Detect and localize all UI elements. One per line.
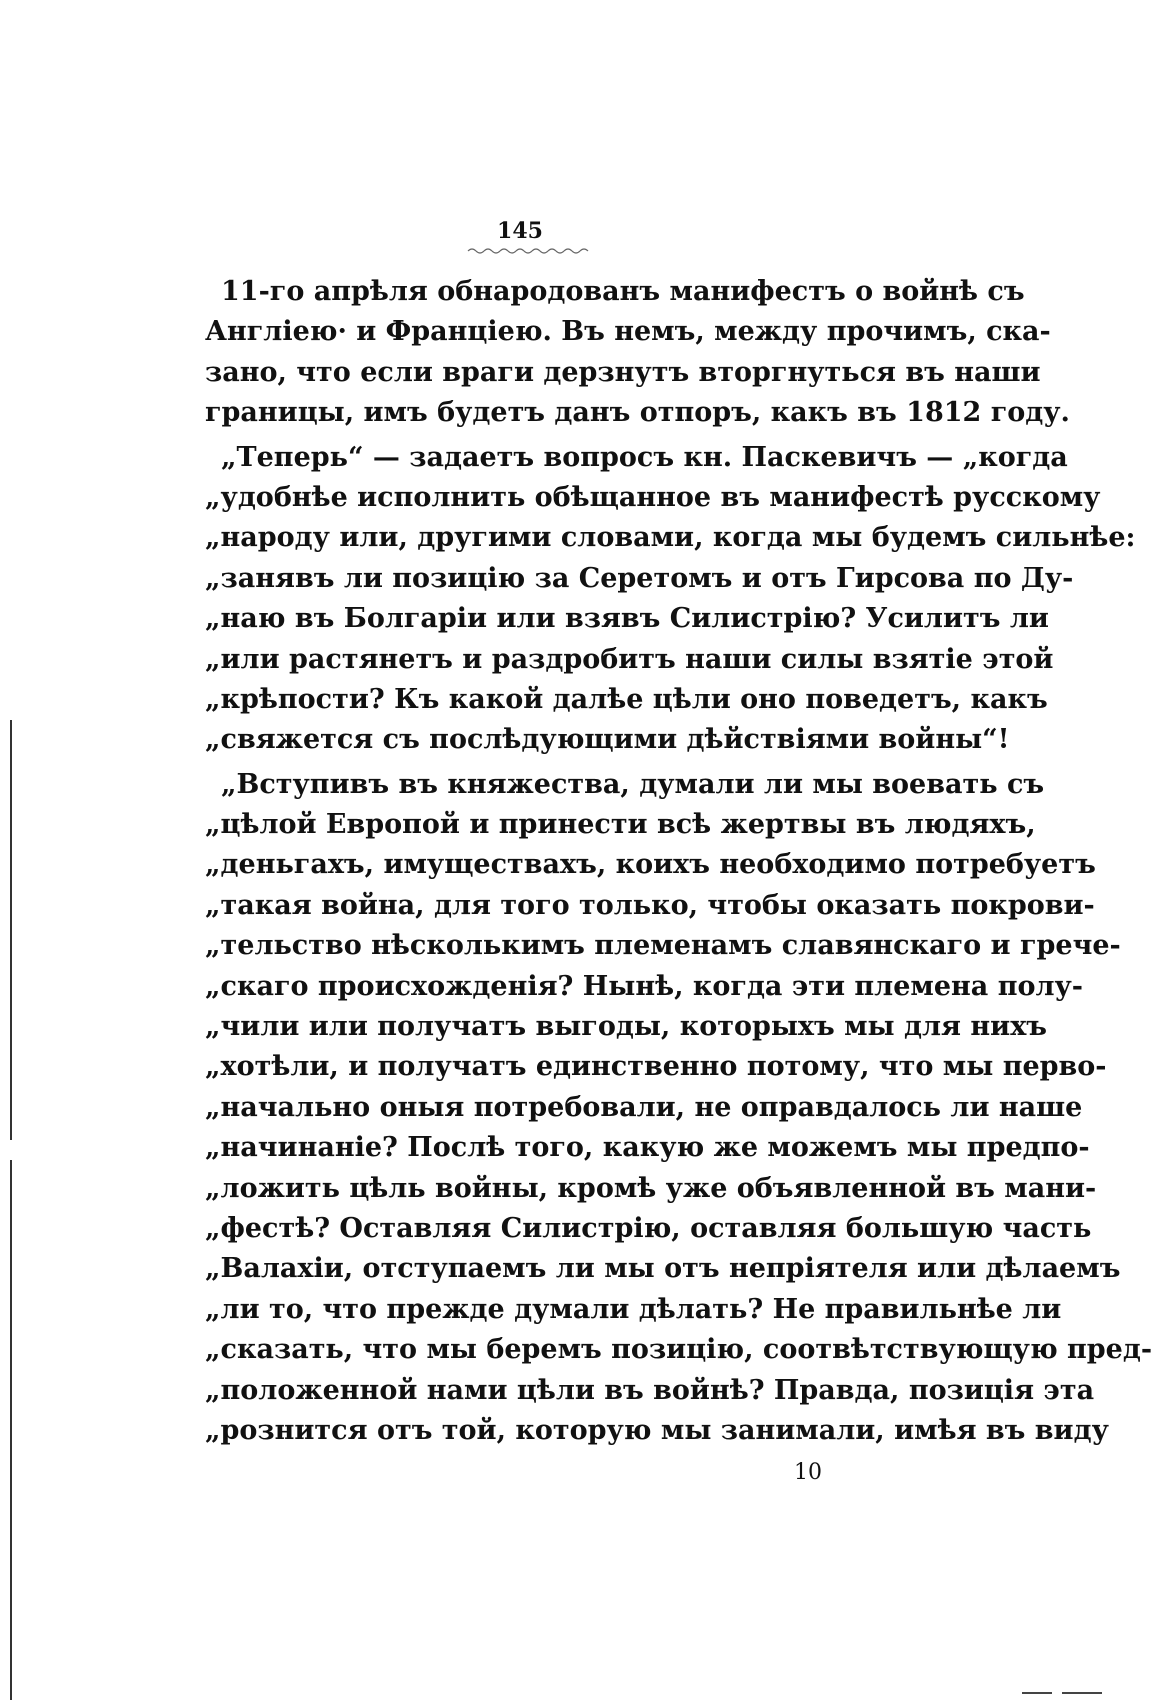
- text-line: „Валахіи, отступаемъ ли мы отъ непріятеля или дѣлаемъ: [205, 1253, 1121, 1285]
- text-line: „положенной нами цѣли въ войнѣ? Правда, позиція эта: [205, 1374, 1095, 1406]
- text-line: „свяжется съ послѣдующими дѣйствіями войны“!: [205, 724, 1010, 756]
- text-line: „такая война, для того только, чтобы оказать покрови-: [205, 889, 1095, 921]
- text-line: „рознится отъ той, которую мы занимали, имѣя въ виду: [205, 1414, 1109, 1446]
- text-line: „крѣпости? Къ какой далѣе цѣли оно поведетъ, какъ: [205, 683, 1048, 715]
- text-line: „начинаніе? Послѣ того, какую же можемъ мы предпо-: [205, 1132, 1090, 1164]
- page-number-ornament: [468, 246, 592, 256]
- text-line: „наю въ Болгаріи или взявъ Силистрію? Усилитъ ли: [205, 603, 1049, 635]
- page-number: 145: [497, 218, 543, 244]
- text-line: „скаго происхожденія? Нынѣ, когда эти племена полу-: [205, 970, 1083, 1002]
- text-line: „ли то, что прежде думали дѣлать? Не правильнѣе ли: [205, 1293, 1062, 1325]
- text-line: „тельство нѣсколькимъ племенамъ славянскаго и грече-: [205, 930, 1121, 962]
- scan-edge-line: [10, 720, 12, 1140]
- text-line: Англіею· и Франціею. Въ немъ, между прочимъ, ска-: [205, 316, 1051, 348]
- text-line: границы, имъ будетъ данъ отпоръ, какъ въ 1812 году.: [205, 397, 1070, 429]
- text-line: „цѣлой Европой и принести всѣ жертвы въ людяхъ,: [205, 809, 1036, 841]
- text-line: 11-го апрѣля обнародованъ манифестъ о войнѣ съ: [221, 276, 1025, 307]
- text-line: „чили или получатъ выгоды, которыхъ мы для нихъ: [205, 1011, 1047, 1043]
- scan-corner-mark: [1062, 1692, 1102, 1694]
- text-line: „хотѣли, и получатъ единственно потому, что мы перво-: [205, 1051, 1107, 1083]
- scan-corner-mark: [1022, 1692, 1052, 1694]
- text-line: „удобнѣе исполнить обѣщанное въ манифестѣ русскому: [205, 481, 1101, 513]
- text-line: „Вступивъ въ княжества, думали ли мы воевать съ: [221, 768, 1045, 800]
- text-line: „фестѣ? Оставляя Силистрію, оставляя большую часть: [205, 1212, 1092, 1244]
- signature-mark: 10: [794, 1460, 822, 1485]
- text-line: „деньгахъ, имуществахъ, коихъ необходимо потребуетъ: [205, 849, 1096, 881]
- text-line: „или растянетъ и раздробитъ наши силы взятіе этой: [205, 643, 1054, 675]
- text-line: „народу или, другими словами, когда мы будемъ сильнѣе:: [205, 522, 1136, 554]
- text-line: „сказать, что мы беремъ позицію, соотвѣтствующую пред-: [205, 1334, 1152, 1366]
- text-line: зано, что если враги дерзнутъ вторгнуться въ наши: [205, 356, 1041, 388]
- body-text: [205, 272, 1152, 1451]
- text-line: „Теперь“ — задаетъ вопросъ кн. Паскевичъ — „когда: [221, 441, 1068, 473]
- text-line: „ложить цѣль войны, кромѣ уже объявленной въ мани-: [205, 1172, 1097, 1204]
- text-line: „занявъ ли позицію за Серетомъ и отъ Гирсова по Ду-: [205, 562, 1074, 594]
- text-line: „начально оныя потребовали, не оправдалось ли наше: [205, 1091, 1083, 1123]
- scan-edge-line: [10, 1160, 12, 1700]
